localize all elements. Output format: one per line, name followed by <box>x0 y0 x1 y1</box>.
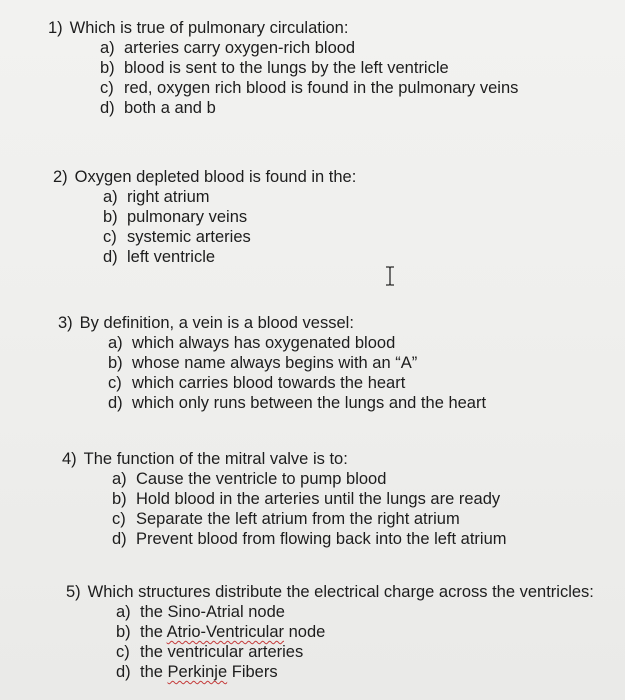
option-text: red, oxygen rich blood is found in the pulmonary veins <box>124 79 519 97</box>
option-d <box>108 393 486 413</box>
option-text: systemic arteries <box>127 228 251 246</box>
question-number: 5) <box>66 583 81 601</box>
option-text: which only runs between the lungs and the heart <box>132 394 487 412</box>
option-text-suffix: Fibers <box>227 663 278 681</box>
option-text: pulmonary veins <box>127 208 248 226</box>
option-letter: b) <box>108 354 123 372</box>
option-c <box>103 227 356 247</box>
option-letter: b) <box>100 59 115 77</box>
option-text: blood is sent to the lungs by the left ventricle <box>124 59 449 77</box>
option-text-prefix: the <box>140 623 167 641</box>
option-c <box>100 78 518 98</box>
option-letter: d) <box>103 248 118 266</box>
option-letter: c) <box>116 643 130 661</box>
option-letter: c) <box>108 374 122 392</box>
option-text: the Sino-Atrial node <box>140 603 285 621</box>
question-number: 1) <box>48 19 63 37</box>
option-c <box>108 373 486 393</box>
option-letter: a) <box>100 39 115 57</box>
question-number: 4) <box>62 450 77 468</box>
option-a <box>103 187 356 207</box>
text-cursor-icon <box>383 266 397 286</box>
option-letter: a) <box>116 603 131 621</box>
question-number: 3) <box>58 314 73 332</box>
question-1 <box>48 18 518 118</box>
question-2-stem <box>53 167 356 187</box>
option-d <box>112 529 507 549</box>
option-letter: d) <box>112 530 127 548</box>
question-5-options <box>116 602 594 682</box>
option-text: both a and b <box>124 99 216 117</box>
option-text: Hold blood in the arteries until the lungs are ready <box>136 490 501 508</box>
option-a <box>116 602 594 622</box>
question-4 <box>62 449 507 549</box>
option-c <box>116 642 594 662</box>
option-text: Prevent blood from flowing back into the left atrium <box>136 530 507 548</box>
question-5 <box>66 582 594 682</box>
question-2-options <box>103 187 356 267</box>
question-number: 2) <box>53 168 68 186</box>
option-text: which carries blood towards the heart <box>132 374 406 392</box>
option-text: left ventricle <box>127 248 216 266</box>
question-5-stem <box>66 582 594 602</box>
option-a <box>100 38 518 58</box>
question-text: Which structures distribute the electrical charge across the ventricles: <box>87 583 594 601</box>
option-letter: c) <box>112 510 126 528</box>
option-text: which always has oxygenated blood <box>132 334 396 352</box>
option-a <box>108 333 486 353</box>
option-letter: d) <box>100 99 115 117</box>
question-text: The function of the mitral valve is to: <box>83 450 348 468</box>
option-text-prefix: the <box>140 663 168 681</box>
option-d <box>100 98 518 118</box>
option-text-suffix: node <box>284 623 326 641</box>
option-letter: b) <box>112 490 127 508</box>
spellcheck-flagged-word: Atrio-Ventricular <box>166 623 285 641</box>
option-d <box>103 247 356 267</box>
option-text: arteries carry oxygen-rich blood <box>124 39 356 57</box>
option-letter: d) <box>108 394 123 412</box>
question-4-stem <box>62 449 507 469</box>
option-b <box>103 207 356 227</box>
option-letter: a) <box>112 470 127 488</box>
question-1-stem <box>48 18 518 38</box>
option-text: Cause the ventricle to pump blood <box>136 470 387 488</box>
option-b <box>112 489 507 509</box>
option-letter: c) <box>100 79 114 97</box>
option-text: right atrium <box>127 188 210 206</box>
option-letter: c) <box>103 228 117 246</box>
option-text: Separate the left atrium from the right atrium <box>136 510 460 528</box>
option-d <box>116 662 594 682</box>
question-4-options <box>112 469 507 549</box>
option-letter: d) <box>116 663 131 681</box>
option-letter: a) <box>103 188 118 206</box>
question-text: Which is true of pulmonary circulation: <box>69 19 349 37</box>
option-letter: b) <box>103 208 118 226</box>
spellcheck-flagged-word: Perkinje <box>167 663 228 681</box>
question-1-options <box>100 38 518 118</box>
option-b <box>108 353 486 373</box>
option-letter: b) <box>116 623 131 641</box>
option-text: whose name always begins with an “A” <box>132 354 418 372</box>
option-text: the ventricular arteries <box>140 643 304 661</box>
question-text: By definition, a vein is a blood vessel: <box>79 314 354 332</box>
option-letter: a) <box>108 334 123 352</box>
option-a <box>112 469 507 489</box>
option-c <box>112 509 507 529</box>
question-text: Oxygen depleted blood is found in the: <box>74 168 357 186</box>
question-3-stem <box>58 313 486 333</box>
question-3-options <box>108 333 486 413</box>
question-2 <box>53 167 356 267</box>
question-3 <box>58 313 486 413</box>
option-b <box>100 58 518 78</box>
option-b <box>116 622 594 642</box>
